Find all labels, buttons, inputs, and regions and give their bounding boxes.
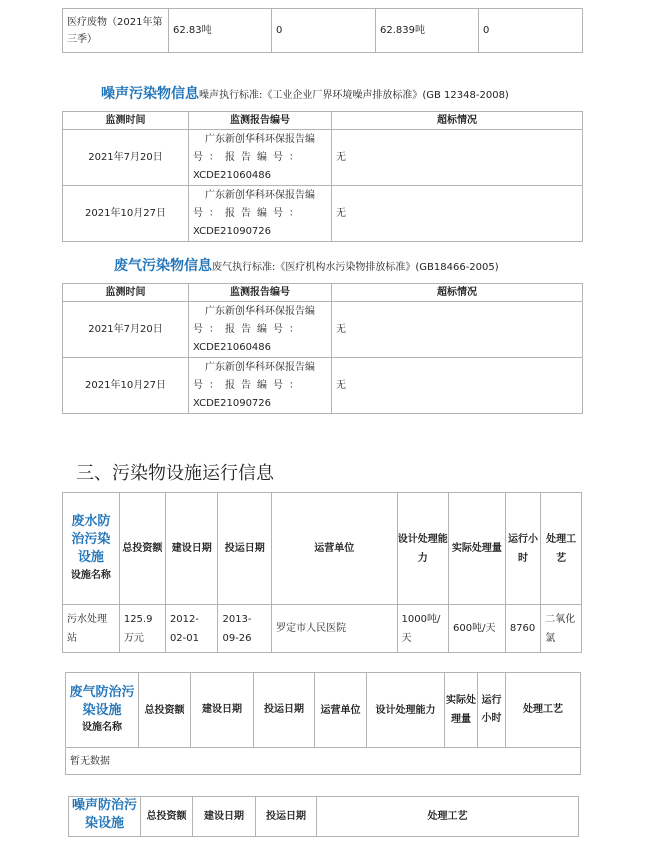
air-section-heading xyxy=(114,255,499,275)
column-header: 实际处理量 xyxy=(445,673,478,748)
table-row xyxy=(63,605,582,653)
report-cell xyxy=(189,358,332,414)
section-title: 三、污染物设施运行信息 xyxy=(76,463,274,484)
date-cell: 2021年10月27日 xyxy=(63,358,189,414)
gas-facility-table xyxy=(65,672,581,775)
report-line: 号：报告编号： xyxy=(193,323,305,335)
column-header: 运行小时 xyxy=(478,673,506,748)
report-line: 广东新创华科环保报告编 xyxy=(205,189,315,201)
noise-standard: 噪声执行标准:《工业企业厂界环境噪声排放标准》(GB 12348-2008) xyxy=(199,90,509,101)
column-header: 运营单位 xyxy=(272,493,397,605)
table-row xyxy=(63,358,583,414)
report-line: 号：报告编号： xyxy=(193,207,305,219)
facility-name-label: 设施名称 xyxy=(82,722,122,733)
facility-name-blue: 噪声防治污染设施 xyxy=(71,798,137,831)
report-line: 广东新创华科环保报告编 xyxy=(205,305,315,317)
cell: 2012-02-01 xyxy=(165,605,218,653)
air-table xyxy=(62,283,583,414)
column-header: 运营单位 xyxy=(315,673,367,748)
column-header: 总投资额 xyxy=(139,673,191,748)
column-header: 建设日期 xyxy=(193,797,256,837)
cell: 医疗废物（2021年第三季） xyxy=(63,9,169,53)
column-header: 建设日期 xyxy=(165,493,218,605)
column-header: 处理工艺 xyxy=(541,493,582,605)
column-header: 投运日期 xyxy=(254,673,315,748)
column-header: 监测报告编号 xyxy=(189,284,332,302)
column-header: 总投资额 xyxy=(141,797,193,837)
table-row xyxy=(66,748,581,775)
report-cell xyxy=(189,130,332,186)
column-header: 实际处理量 xyxy=(449,493,506,605)
column-header: 总投资额 xyxy=(119,493,165,605)
table-row xyxy=(63,130,583,186)
column-header: 运行小时 xyxy=(505,493,540,605)
report-line: 广东新创华科环保报告编 xyxy=(205,133,315,145)
status-cell: 无 xyxy=(332,186,583,242)
table-row xyxy=(63,9,583,53)
column-header: 超标情况 xyxy=(332,284,583,302)
column-header: 设计处理能力 xyxy=(367,673,445,748)
column-header: 投运日期 xyxy=(218,493,272,605)
noise-table xyxy=(62,111,583,242)
column-header: 监测报告编号 xyxy=(189,112,332,130)
report-line: XCDE21060486 xyxy=(193,341,272,353)
report-line: 广东新创华科环保报告编 xyxy=(205,361,315,373)
report-cell xyxy=(189,302,332,358)
column-header: 监测时间 xyxy=(63,284,189,302)
noise-title: 噪声污染物信息 xyxy=(101,86,199,102)
table-header-row xyxy=(63,284,583,302)
cell: 62.839吨 xyxy=(376,9,479,53)
cell: 2013-09-26 xyxy=(218,605,272,653)
table-header-row xyxy=(63,493,582,605)
noise-facility-table xyxy=(68,796,579,837)
facility-name-blue: 废气防治污染设施 xyxy=(69,685,135,718)
cell: 600吨/天 xyxy=(449,605,506,653)
air-standard: 废气执行标准:《医疗机构水污染物排放标准》(GB18466-2005) xyxy=(212,262,499,273)
report-line: XCDE21060486 xyxy=(193,169,272,181)
noise-section-heading xyxy=(101,83,509,103)
report-line: XCDE21090726 xyxy=(193,397,272,409)
facility-name-label: 设施名称 xyxy=(70,570,111,581)
empty-cell: 暂无数据 xyxy=(66,748,581,775)
date-cell: 2021年10月27日 xyxy=(63,186,189,242)
facility-name-header xyxy=(63,493,120,605)
cell: 0 xyxy=(479,9,583,53)
cell: 污水处理站 xyxy=(63,605,120,653)
waste-table xyxy=(62,8,583,53)
cell: 8760 xyxy=(505,605,540,653)
report-line: 号：报告编号： xyxy=(193,151,305,163)
table-header-row xyxy=(69,797,579,837)
cell: 二氧化氯 xyxy=(541,605,582,653)
cell: 1000吨/天 xyxy=(397,605,448,653)
facility-name-blue: 废水防治污染设施 xyxy=(71,514,111,565)
cell: 62.83吨 xyxy=(169,9,272,53)
date-cell: 2021年7月20日 xyxy=(63,130,189,186)
report-line: XCDE21090726 xyxy=(193,225,272,237)
column-header: 投运日期 xyxy=(256,797,317,837)
table-header-row xyxy=(63,112,583,130)
column-header: 建设日期 xyxy=(191,673,254,748)
cell: 罗定市人民医院 xyxy=(272,605,397,653)
column-header: 设计处理能力 xyxy=(397,493,448,605)
report-cell xyxy=(189,186,332,242)
status-cell: 无 xyxy=(332,358,583,414)
status-cell: 无 xyxy=(332,130,583,186)
date-cell: 2021年7月20日 xyxy=(63,302,189,358)
column-header: 监测时间 xyxy=(63,112,189,130)
column-header: 处理工艺 xyxy=(506,673,581,748)
air-title: 废气污染物信息 xyxy=(114,258,212,274)
facility-name-header xyxy=(66,673,139,748)
table-row xyxy=(63,186,583,242)
water-facility-table xyxy=(62,492,582,653)
table-row xyxy=(63,302,583,358)
status-cell: 无 xyxy=(332,302,583,358)
column-header: 超标情况 xyxy=(332,112,583,130)
facility-name-header xyxy=(69,797,141,837)
cell: 125.9万元 xyxy=(119,605,165,653)
column-header: 处理工艺 xyxy=(317,797,579,837)
report-line: 号：报告编号： xyxy=(193,379,305,391)
cell: 0 xyxy=(272,9,376,53)
table-header-row xyxy=(66,673,581,748)
